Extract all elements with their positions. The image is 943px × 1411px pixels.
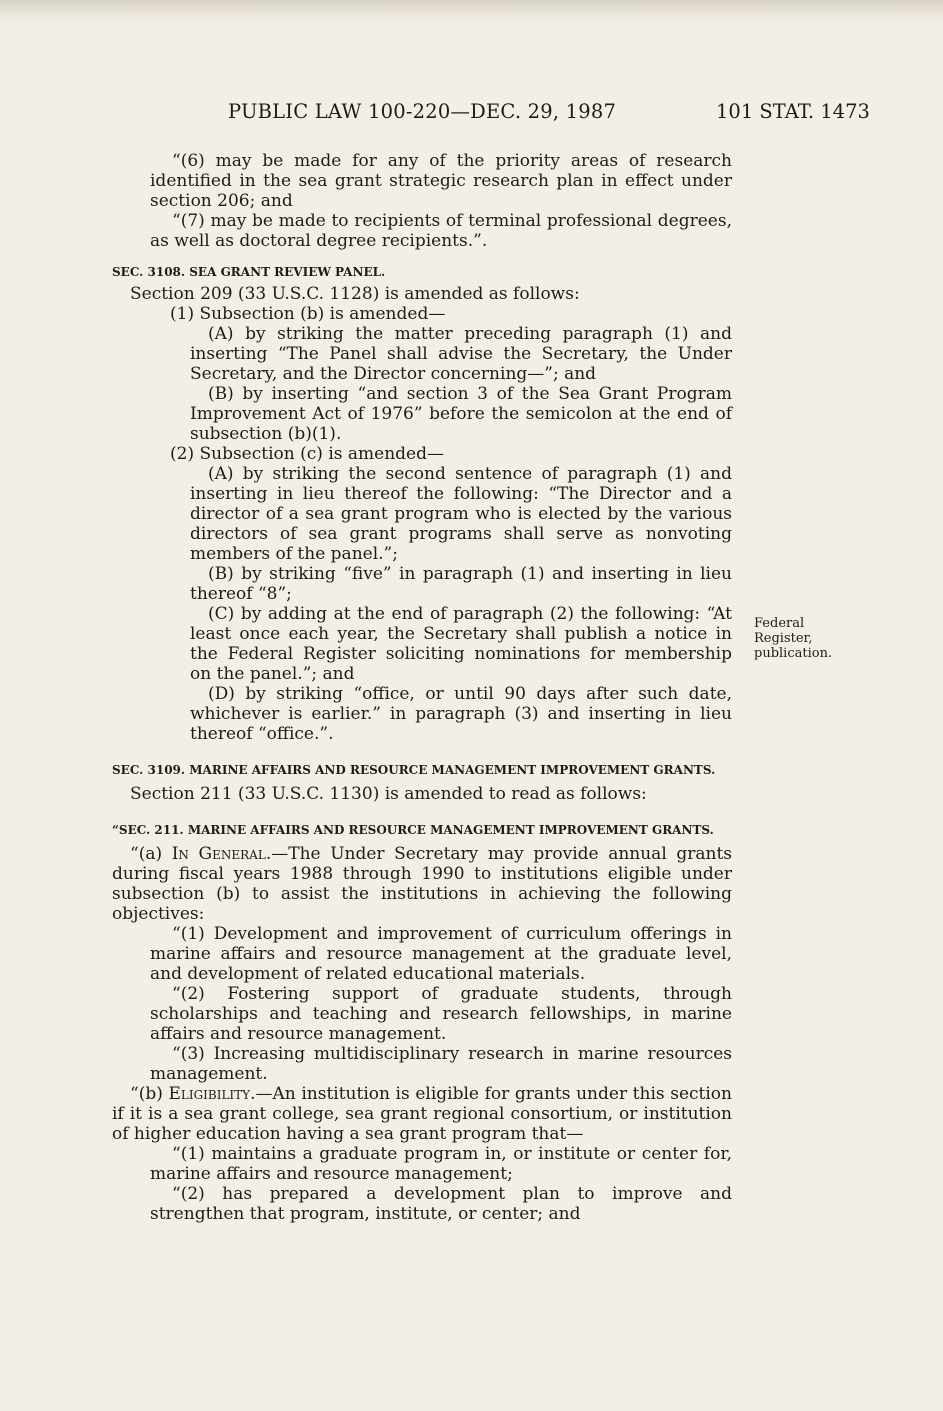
page-header bbox=[0, 100, 943, 130]
subsection-a-caption: In General bbox=[171, 844, 266, 864]
eligibility-1: “(1) maintains a graduate program in, or institute or center for, marine affairs and resource management; bbox=[150, 1144, 732, 1184]
amend-2-d: (D) by striking “office, or until 90 days after such date, whichever is earlier.” in paragraph (3) and inserting in lieu thereof “office.”. bbox=[190, 684, 732, 744]
clause-6: “(6) may be made for any of the priority areas of research identified in the sea grant strategic research plan in effect under section 206; and bbox=[150, 151, 732, 211]
running-title: PUBLIC LAW 100-220—DEC. 29, 1987 bbox=[228, 100, 617, 123]
section-3108-heading: SEC. 3108. SEA GRANT REVIEW PANEL. bbox=[112, 265, 386, 279]
section-211-heading: “SEC. 211. MARINE AFFAIRS AND RESOURCE MANAGEMENT IMPROVEMENT GRANTS. bbox=[112, 823, 714, 837]
amend-2-a: (A) by striking the second sentence of paragraph (1) and inserting in lieu thereof the following: “The Director and a director of a sea grant program who is elected by the various directors of sea grant programs shall serve as nonvoting members of the panel.”; bbox=[190, 464, 732, 564]
section-209-intro: Section 209 (33 U.S.C. 1128) is amended as follows: bbox=[130, 284, 580, 304]
amend-2: (2) Subsection (c) is amended— bbox=[170, 444, 444, 464]
subsection-a: “(a) In General.—The Under Secretary may provide annual grants during fiscal years 1988 through 1990 to institutions eligible under subsection (b) to assist the institutions in achieving the following objectives: bbox=[112, 844, 733, 924]
subsection-b-caption: Eligibility bbox=[168, 1084, 251, 1104]
amend-2-b: (B) by striking “five” in paragraph (1) and inserting in lieu thereof “8”; bbox=[190, 564, 732, 604]
objective-1: “(1) Development and improvement of curriculum offerings in marine affairs and resource management at the graduate level, and development of related educational materials. bbox=[150, 924, 732, 984]
amend-1-b: (B) by inserting “and section 3 of the Sea Grant Program Improvement Act of 1976” before the semicolon at the end of subsection (b)(1). bbox=[190, 384, 732, 444]
section-211-intro: Section 211 (33 U.S.C. 1130) is amended to read as follows: bbox=[130, 784, 647, 804]
statute-page-number: 101 STAT. 1473 bbox=[716, 100, 870, 123]
objective-3: “(3) Increasing multidisciplinary research in marine resources management. bbox=[150, 1044, 732, 1084]
eligibility-2: “(2) has prepared a development plan to improve and strengthen that program, institute, or center; and bbox=[150, 1184, 732, 1224]
amend-1-a: (A) by striking the matter preceding paragraph (1) and inserting “The Panel shall advise the Secretary, the Under Secretary, and the Director concerning—”; and bbox=[190, 324, 732, 384]
objective-2: “(2) Fostering support of graduate students, through scholarships and teaching and research fellowships, in marine affairs and resource management. bbox=[150, 984, 732, 1044]
section-3109-heading: SEC. 3109. MARINE AFFAIRS AND RESOURCE MANAGEMENT IMPROVEMENT GRANTS. bbox=[112, 763, 716, 777]
scan-edge bbox=[0, 0, 943, 22]
law-text-body bbox=[112, 151, 732, 1224]
amend-1: (1) Subsection (b) is amended— bbox=[170, 304, 446, 324]
margin-note: Federal Register, publication. bbox=[754, 616, 833, 661]
subsection-b: “(b) Eligibility.—An institution is eligible for grants under this section if it is a sea grant college, sea grant regional consortium, or institution of higher education having a sea grant program that— bbox=[112, 1084, 732, 1144]
amend-2-c: (C) by adding at the end of paragraph (2) the following: “At least once each year, the Secretary shall publish a notice in the Federal Register soliciting nominations for membership on the panel.”; and bbox=[190, 604, 732, 684]
clause-7: “(7) may be made to recipients of terminal professional degrees, as well as doctoral degree recipients.”. bbox=[150, 211, 732, 251]
